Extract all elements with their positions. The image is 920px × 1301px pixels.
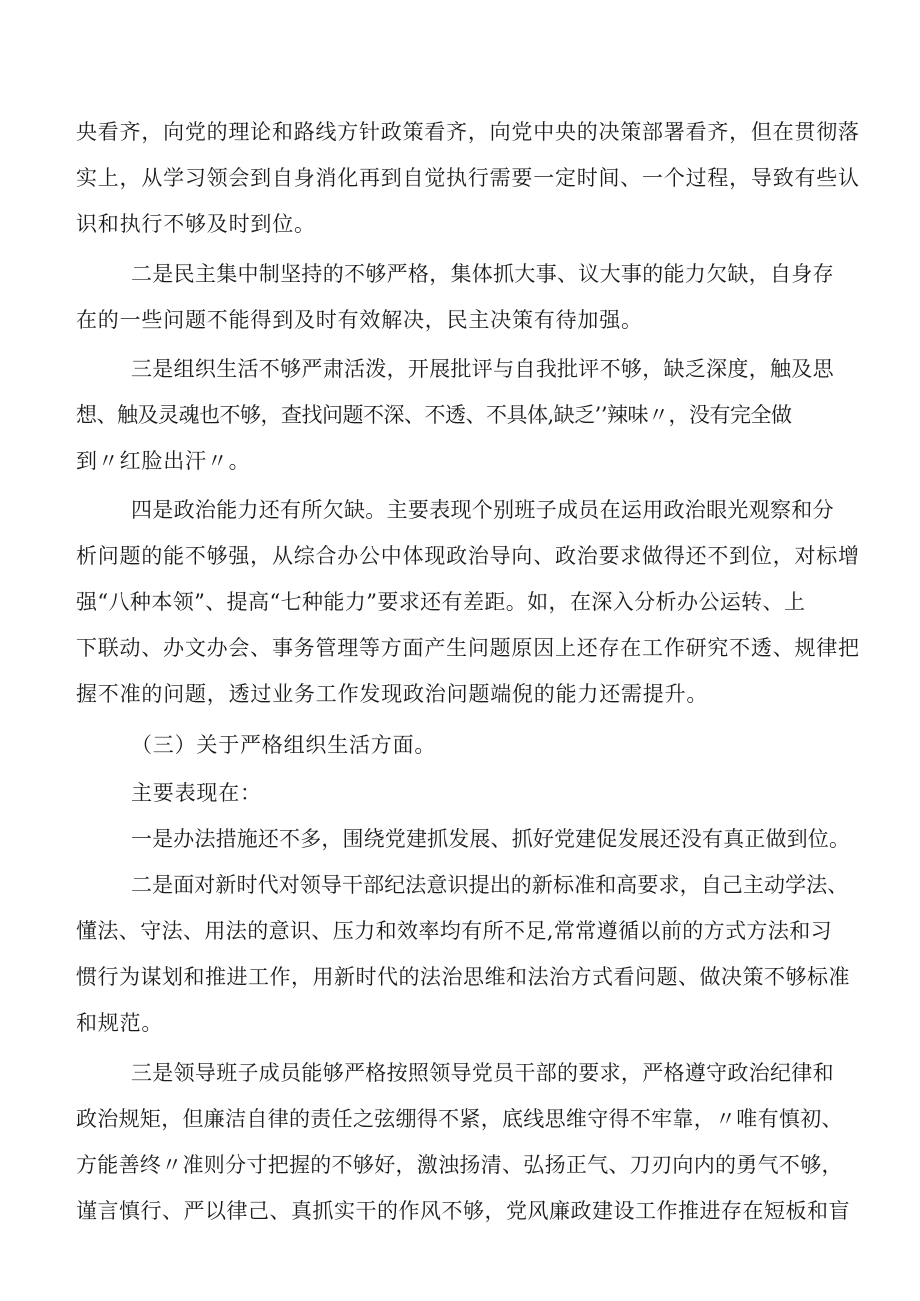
text-line: 实上，从学习领会到自身消化再到自觉执行需要一定时间、一个过程，导致有些认 (76, 166, 860, 190)
text-line: 三是组织生活不够严肃活泼，开展批评与自我批评不够，缺乏深度，触及思 (131, 357, 834, 381)
text-line: 到〃红脸出汗〃。 (76, 449, 251, 473)
text-line: 懂法、守法、用法的意识、压力和效率均有所不足,常常遵循以前的方式方法和习 (76, 919, 833, 943)
text-line: 谨言慎行、严以律己、真抓实干的作风不够，党风廉政建设工作推进存在短板和盲 (76, 1199, 850, 1223)
text-line: 握不准的问题，透过业务工作发现政治问题端倪的能力还需提升。 (76, 682, 709, 706)
text-line: 方能善终〃准则分寸把握的不够好，激浊扬清、弘扬正气、刀刃向内的勇气不够， (76, 1153, 843, 1177)
section-heading: （三）关于严格组织生活方面。 (131, 733, 437, 757)
text-line: 央看齐，向党的理论和路线方针政策看齐，向党中央的决策部署看齐，但在贯彻落 (76, 120, 860, 144)
text-line: 下联动、办文办会、事务管理等方面产生问题原因上还存在工作研究不透、规律把 (76, 636, 860, 660)
text-line: 想、触及灵魂也不够，查找问题不深、不透、不具体,缺乏’’辣味〃，没有完全做 (76, 403, 792, 427)
text-line: 惯行为谋划和推进工作，用新时代的法治思维和法治方式看问题、做决策不够标准 (76, 965, 850, 989)
text-line: 一是办法措施还不多，围绕党建抓发展、抓好党建促发展还没有真正做到位。 (131, 827, 851, 851)
text-line: 识和执行不够及时到位。 (76, 212, 316, 236)
text-line: 强“八种本领”、提高“七种能力”要求还有差距。如，在深入分析办公运转、上 (76, 590, 806, 614)
text-line: 三是领导班子成员能够严格按照领导党员干部的要求，严格遵守政治纪律和 (131, 1061, 834, 1085)
text-line: 主要表现在： (131, 781, 262, 805)
text-line: 在的一些问题不能得到及时有效解决，民主决策有待加强。 (76, 308, 643, 332)
text-line: 析问题的能不够强，从综合办公中体现政治导向、政治要求做得还不到位，对标增 (76, 544, 860, 568)
text-line: 二是民主集中制坚持的不够严格，集体抓大事、议大事的能力欠缺，自身存 (131, 262, 834, 286)
text-line: 政治规矩，但廉洁自律的责任之弦绷得不紧，底线思维守得不牢靠，〃唯有慎初、 (76, 1107, 843, 1131)
text-line: 和规范。 (76, 1011, 164, 1035)
text-line: 二是面对新时代对领导干部纪法意识提出的新标准和高要求，自己主动学法、 (131, 873, 849, 897)
text-line: 四是政治能力还有所欠缺。主要表现个别班子成员在运用政治眼光观察和分 (131, 498, 834, 522)
